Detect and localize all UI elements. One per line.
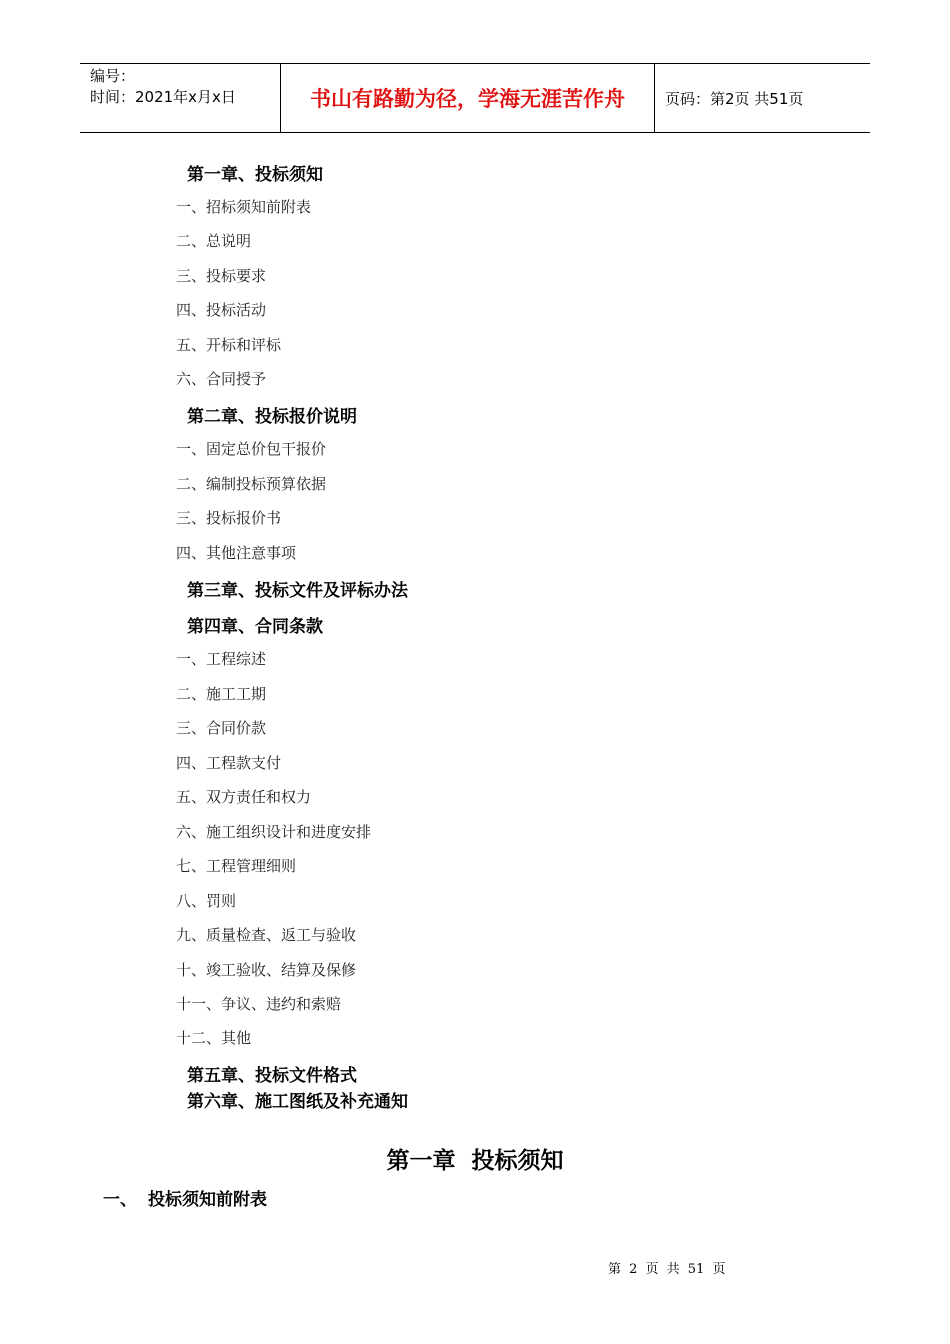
section-heading	[103, 1185, 267, 1210]
toc-chapter: 第六章、施工图纸及补充通知	[187, 1092, 408, 1112]
toc-subitem: 二、总说明	[176, 232, 252, 250]
toc-subitem: 三、投标报价书	[176, 509, 282, 527]
toc-subitem: 六、施工组织设计和进度安排	[176, 823, 372, 841]
toc-subitem: 十二、其他	[176, 1029, 252, 1047]
toc-subitem: 五、双方责任和权力	[176, 788, 312, 806]
toc-subitem: 十、竣工验收、结算及保修	[176, 961, 357, 979]
toc-chapter: 第二章、投标报价说明	[187, 407, 357, 427]
toc-subitem: 七、工程管理细则	[176, 857, 297, 875]
toc-subitem: 四、工程款支付	[176, 754, 282, 772]
section-number: 一、	[103, 1190, 137, 1210]
header-motto: 书山有路勤为径，学海无涯苦作舟	[281, 64, 655, 132]
toc-subitem: 一、招标须知前附表	[176, 198, 312, 216]
toc-subitem: 一、工程综述	[176, 650, 267, 668]
toc-chapter: 第四章、合同条款	[187, 617, 323, 637]
toc-chapter: 第五章、投标文件格式	[187, 1066, 357, 1086]
toc-subitem: 三、合同价款	[176, 719, 267, 737]
page-footer: 第 2 页 共 51 页	[608, 1262, 726, 1277]
section-title: 投标须知前附表	[148, 1190, 267, 1210]
toc-subitem: 一、固定总价包干报价	[176, 440, 327, 458]
toc-subitem: 四、其他注意事项	[176, 544, 297, 562]
serial-label: 编号：	[90, 67, 136, 85]
toc-subitem: 八、罚则	[176, 892, 237, 910]
toc-chapter: 第三章、投标文件及评标办法	[187, 581, 408, 601]
toc-subitem: 二、编制投标预算依据	[176, 475, 327, 493]
chapter-title: 第一章 投标须知	[386, 1147, 564, 1174]
toc-subitem: 二、施工工期	[176, 685, 267, 703]
toc-subitem: 三、投标要求	[176, 267, 267, 285]
page-header	[80, 63, 870, 133]
toc-subitem: 四、投标活动	[176, 301, 267, 319]
header-meta	[80, 64, 281, 132]
toc-subitem: 五、开标和评标	[176, 336, 282, 354]
header-page-number: 页码：第2页 共51页	[665, 89, 804, 108]
toc-subitem: 十一、争议、违约和索赔	[176, 995, 342, 1013]
toc-subitem: 九、质量检查、返工与验收	[176, 926, 357, 944]
toc-subitem: 六、合同授予	[176, 370, 267, 388]
time-label: 时间：2021年x月x日	[90, 88, 236, 106]
toc-chapter: 第一章、投标须知	[187, 165, 323, 185]
